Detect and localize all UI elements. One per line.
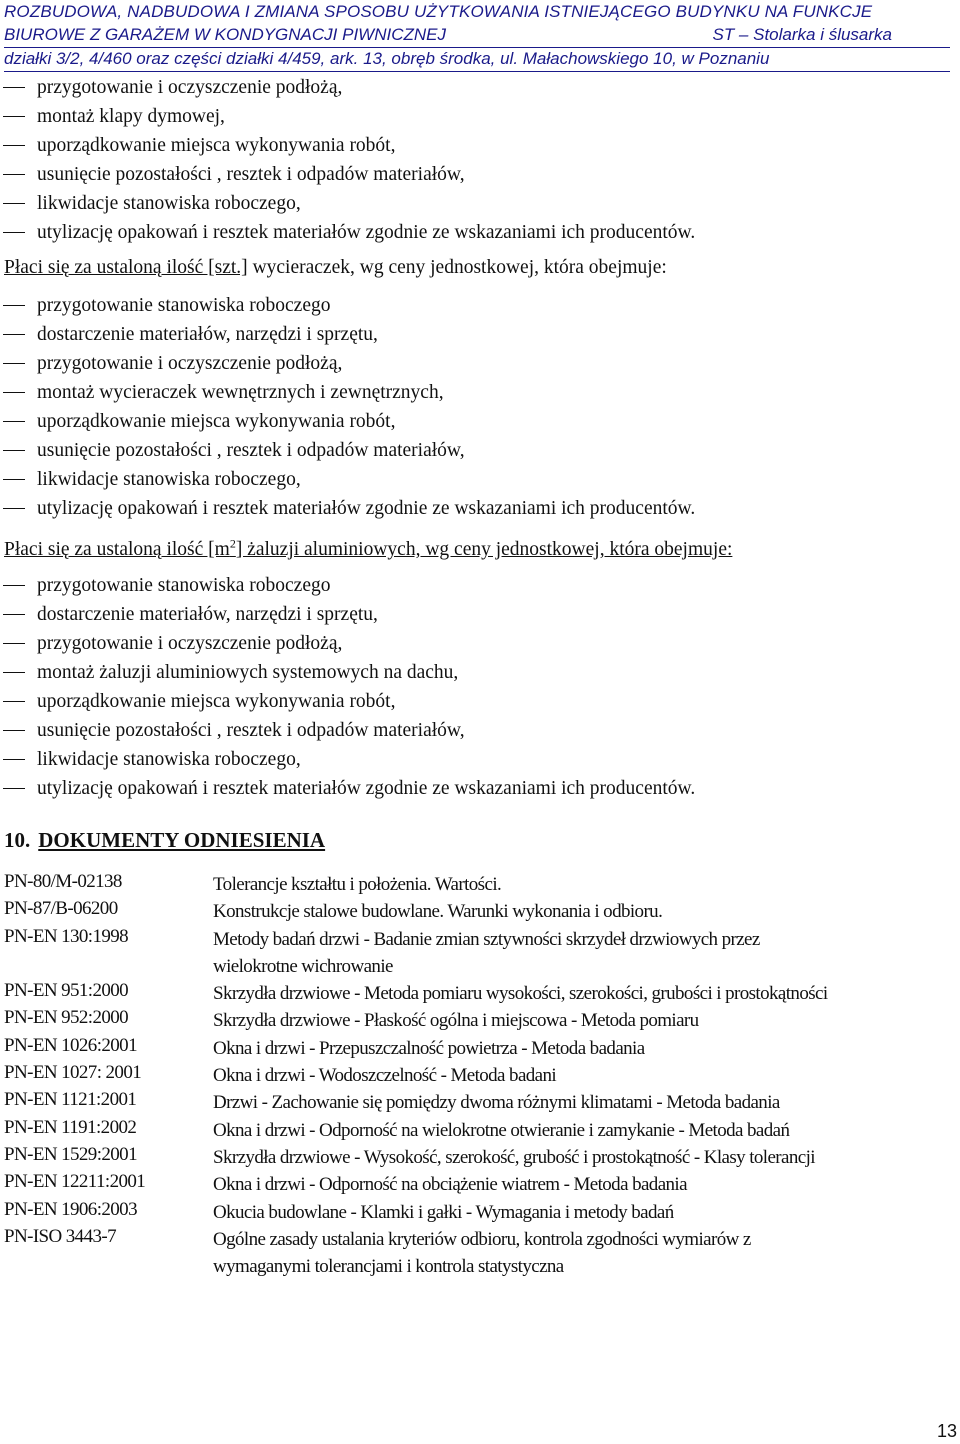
dash-bullet-icon — [3, 479, 25, 480]
dash-bullet-icon — [3, 145, 25, 146]
payment-paragraph-1-rest: wycieraczek, wg ceny jednostkowej, która obejmuje: — [247, 257, 667, 278]
standard-description: Drzwi - Zachowanie się pomiędzy dwoma różnymi klimatami - Metoda badania — [213, 1092, 780, 1114]
payment-paragraph-2-part1: Płaci się za ustaloną ilość [m — [4, 539, 230, 560]
standards-table — [0, 871, 960, 1280]
list-item-text: uporządkowanie miejsca wykonywania robót, — [37, 135, 396, 156]
dash-bullet-icon — [3, 116, 25, 117]
dash-bullet-icon — [3, 232, 25, 233]
header-line-1: ROZBUDOWA, NADBUDOWA I ZMIANA SPOSOBU UŻYTKOWANIA ISTNIEJĄCEGO BUDYNKU NA FUNKCJE — [4, 2, 873, 21]
dash-bullet-icon — [3, 334, 25, 335]
list-item — [0, 320, 695, 349]
standard-description: Skrzydła drzwiowe - Metoda pomiaru wysokości, szerokości, grubości i prostokątności — [213, 983, 828, 1005]
header-line-3: działki 3/2, 4/460 oraz części działki 4/459, ark. 13, obręb środka, ul. Małachowskiego 10, w Poznaniu — [4, 49, 770, 68]
list-item — [0, 73, 695, 102]
standard-code: PN-EN 1191:2002 — [4, 1116, 137, 1138]
dash-bullet-icon — [3, 759, 25, 760]
dash-bullet-icon — [3, 730, 25, 731]
superscript-2: 2 — [229, 536, 236, 551]
dash-bullet-icon — [3, 305, 25, 306]
list-item-text: utylizację opakowań i resztek materiałów zgodnie ze wskazaniami ich producentów. — [37, 778, 696, 799]
header-rule-1 — [4, 47, 950, 48]
list-item — [0, 160, 695, 189]
standard-row — [0, 1144, 960, 1171]
list-item — [0, 102, 695, 131]
list-item-text: usunięcie pozostałości , resztek i odpadów materiałów, — [37, 720, 465, 741]
list-item — [0, 378, 695, 407]
standard-description: Okna i drzwi - Wodoszczelność - Metoda badani — [213, 1065, 557, 1087]
list-item — [0, 436, 695, 465]
list-item — [0, 571, 695, 600]
list-item-text: uporządkowanie miejsca wykonywania robót, — [37, 691, 396, 712]
dash-bullet-icon — [3, 87, 25, 88]
list-item — [0, 745, 695, 774]
list-item-text: dostarczenie materiałów, narzędzi i sprzętu, — [37, 324, 378, 345]
dash-bullet-icon — [3, 701, 25, 702]
list-item-text: usunięcie pozostałości , resztek i odpadów materiałów, — [37, 164, 465, 185]
standard-description: Ogólne zasady ustalania kryteriów odbioru, kontrola zgodności wymiarów z wymaganymi tolerancjami i kontrola statystyczna — [213, 1228, 751, 1278]
standard-row — [0, 1226, 960, 1281]
list-item-text: likwidacje stanowiska roboczego, — [37, 469, 301, 490]
standard-description: Skrzydła drzwiowe - Płaskość ogólna i miejscowa - Metoda pomiaru — [213, 1010, 699, 1032]
dash-bullet-icon — [3, 508, 25, 509]
standard-description: Okucia budowlane - Klamki i gałki - Wymagania i metody badań — [213, 1201, 674, 1223]
list-item — [0, 658, 695, 687]
standard-code: PN-EN 130:1998 — [4, 925, 129, 947]
payment-paragraph-1 — [4, 257, 667, 279]
standard-code: PN-EN 1027: 2001 — [4, 1062, 142, 1084]
standard-code: PN-EN 1529:2001 — [4, 1143, 137, 1165]
dash-bullet-icon — [3, 450, 25, 451]
standard-code: PN-EN 952:2000 — [4, 1007, 129, 1029]
standard-row — [0, 1035, 960, 1062]
bullet-list-3 — [0, 571, 695, 803]
list-item-text: likwidacje stanowiska roboczego, — [37, 193, 301, 214]
list-item — [0, 189, 695, 218]
list-item-text: uporządkowanie miejsca wykonywania robót, — [37, 411, 396, 432]
standard-code: PN-EN 1121:2001 — [4, 1089, 137, 1111]
list-item-text: przygotowanie stanowiska roboczego — [37, 575, 331, 596]
standard-row — [0, 926, 960, 981]
list-item-text: utylizację opakowań i resztek materiałów zgodnie ze wskazaniami ich producentów. — [37, 222, 696, 243]
section-title: DOKUMENTY ODNIESIENIA — [38, 828, 326, 852]
header-line-2-left: BIUROWE Z GARAŻEM W KONDYGNACJI PIWNICZNEJ — [4, 25, 447, 44]
section-heading — [4, 828, 325, 853]
page-number: 13 — [936, 1421, 957, 1441]
dash-bullet-icon — [3, 421, 25, 422]
standard-description: Skrzydła drzwiowe - Wysokość, szerokość, grubość i prostokątność - Klasy tolerancji — [213, 1146, 815, 1168]
dash-bullet-icon — [3, 174, 25, 175]
list-item-text: dostarczenie materiałów, narzędzi i sprzętu, — [37, 604, 378, 625]
list-item — [0, 349, 695, 378]
dash-bullet-icon — [3, 672, 25, 673]
section-number: 10. — [4, 828, 31, 852]
list-item — [0, 465, 695, 494]
list-item — [0, 218, 695, 247]
list-item — [0, 774, 695, 803]
bullet-list-2 — [0, 291, 695, 523]
list-item — [0, 600, 695, 629]
standard-row — [0, 1171, 960, 1198]
list-item — [0, 407, 695, 436]
header-rule-2 — [4, 71, 950, 72]
standard-code: PN-87/B-06200 — [4, 898, 118, 920]
standard-description: Konstrukcje stalowe budowlane. Warunki wykonania i odbioru. — [213, 901, 663, 923]
list-item-text: przygotowanie stanowiska roboczego — [37, 295, 331, 316]
standard-row — [0, 1199, 960, 1226]
standard-row — [0, 871, 960, 898]
list-item — [0, 629, 695, 658]
standard-row — [0, 898, 960, 925]
header-line-2 — [4, 25, 950, 45]
list-item-text: przygotowanie i oczyszczenie podłożą, — [37, 633, 343, 654]
standard-description: Okna i drzwi - Odporność na wielokrotne otwieranie i zamykanie - Metoda badań — [213, 1119, 790, 1141]
standard-row — [0, 1117, 960, 1144]
header-line-2-right: ST – Stolarka i ślusarka — [712, 25, 892, 44]
payment-paragraph-1-underlined: Płaci się za ustaloną ilość [szt.] — [4, 257, 248, 278]
list-item — [0, 687, 695, 716]
payment-paragraph-2-part2: ] żaluzji aluminiowych, wg ceny jednostkowej, która obejmuje: — [235, 539, 733, 560]
standard-row — [0, 1007, 960, 1034]
list-item — [0, 291, 695, 320]
bullet-list-1 — [0, 73, 695, 247]
list-item-text: usunięcie pozostałości , resztek i odpadów materiałów, — [37, 440, 465, 461]
dash-bullet-icon — [3, 585, 25, 586]
standard-description: Metody badań drzwi - Badanie zmian sztywności skrzydeł drzwiowych przez wielokrotne wichrowanie — [213, 928, 760, 977]
dash-bullet-icon — [3, 363, 25, 364]
standard-description: Tolerancje kształtu i położenia. Wartości. — [213, 874, 502, 895]
dash-bullet-icon — [3, 643, 25, 644]
dash-bullet-icon — [3, 203, 25, 204]
list-item — [0, 716, 695, 745]
standard-code: PN-EN 1906:2003 — [4, 1198, 137, 1220]
dash-bullet-icon — [3, 788, 25, 789]
list-item-text: montaż żaluzji aluminiowych systemowych na dachu, — [37, 662, 459, 683]
standard-description: Okna i drzwi - Przepuszczalność powietrza - Metoda badania — [213, 1037, 645, 1059]
list-item — [0, 494, 695, 523]
list-item-text: utylizację opakowań i resztek materiałów zgodnie ze wskazaniami ich producentów. — [37, 498, 696, 519]
standard-code: PN-EN 1026:2001 — [4, 1034, 137, 1056]
list-item-text: przygotowanie i oczyszczenie podłożą, — [37, 77, 343, 98]
standard-code: PN-ISO 3443-7 — [4, 1225, 117, 1247]
standard-code: PN-EN 951:2000 — [4, 980, 129, 1002]
list-item-text: przygotowanie i oczyszczenie podłożą, — [37, 353, 343, 374]
standard-description: Okna i drzwi - Odporność na obciążenie wiatrem - Metoda badania — [213, 1174, 687, 1196]
payment-paragraph-2 — [4, 536, 733, 561]
standard-code: PN-EN 12211:2001 — [4, 1171, 146, 1193]
standard-row — [0, 980, 960, 1007]
list-item-text: montaż wycieraczek wewnętrznych i zewnętrznych, — [37, 382, 444, 403]
list-item-text: montaż klapy dymowej, — [37, 106, 225, 127]
list-item — [0, 131, 695, 160]
standard-row — [0, 1089, 960, 1116]
list-item-text: likwidacje stanowiska roboczego, — [37, 749, 301, 770]
dash-bullet-icon — [3, 392, 25, 393]
dash-bullet-icon — [3, 614, 25, 615]
standard-row — [0, 1062, 960, 1089]
standard-code: PN-80/M-02138 — [4, 871, 122, 892]
